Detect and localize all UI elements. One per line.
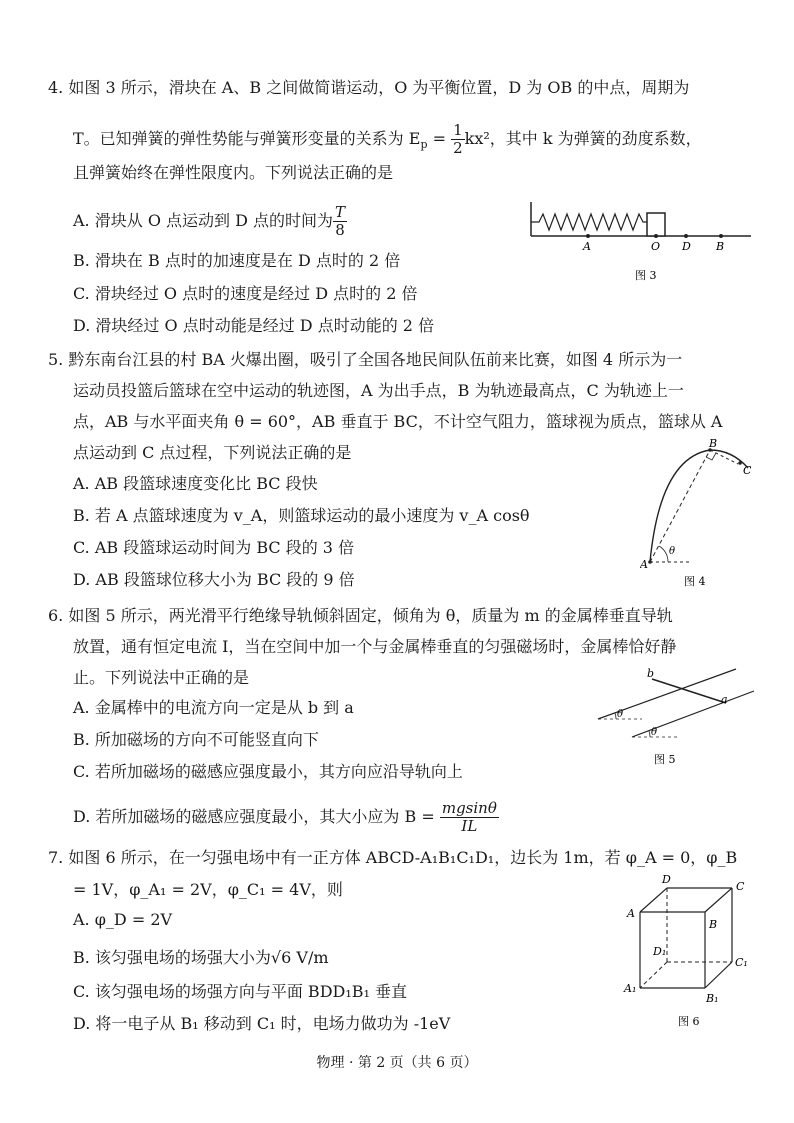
q6-line-1: 6. 如图 5 所示，两光滑平行绝缘导轨倾斜固定，倾角为 θ，质量为 m 的金属棒垂直导轨 <box>48 606 673 625</box>
q5-option-a: A. AB 段篮球速度变化比 BC 段快 <box>73 474 318 493</box>
q5-option-d: D. AB 段篮球位移大小为 BC 段的 9 倍 <box>73 570 355 589</box>
fig4-label-theta: θ <box>669 546 676 557</box>
q6-option-b: B. 所加磁场的方向不可能竖直向下 <box>73 730 319 749</box>
q4-line-3: 且弹簧始终在弹性限度内。下列说法正确的是 <box>73 163 394 182</box>
q7-option-c: C. 该匀强电场的场强方向与平面 BDD₁B₁ 垂直 <box>73 982 408 1001</box>
q5-line-1: 5. 黔东南台江县的村 BA 火爆出圈，吸引了全国各地民间队伍前来比赛，如图 4 所示为一 <box>48 350 683 369</box>
q6-line-3: 止。下列说法中正确的是 <box>73 668 250 687</box>
q5-option-c: C. AB 段篮球运动时间为 BC 段的 3 倍 <box>73 538 355 557</box>
fig5-label-a: a <box>721 693 728 706</box>
fig6-label-b1: B₁ <box>706 992 719 1005</box>
q4-fraction-half: $\frac{1}{2}$ <box>453 121 463 157</box>
q4-line-2-eq: = <box>427 129 452 148</box>
q5-line-3: 点，AB 与水平面夹角 θ = 60°，AB 垂直于 BC，不计空气阻力，篮球视为质点，篮球从 A <box>73 412 723 431</box>
q7-option-a: A. φ_D = 2V <box>73 910 173 929</box>
fig6-label-c1: C₁ <box>735 956 748 969</box>
q5-line-2: 运动员投篮后篮球在空中运动的轨迹图，A 为出手点，B 为轨迹最高点，C 为轨迹上一 <box>73 381 684 400</box>
q4-line-2-sub: p <box>420 138 428 152</box>
figure-5-inclined-rails <box>578 665 758 775</box>
fig3-caption: 图 3 <box>635 269 657 282</box>
q4-option-b: B. 滑块在 B 点时的加速度是在 D 点时的 2 倍 <box>73 251 401 270</box>
fig3-label-d: D <box>682 240 691 253</box>
q4-line-2-a: T。已知弹簧的弹性势能与弹簧形变量的关系为 E <box>73 129 421 148</box>
q4-option-d: D. 滑块经过 O 点时动能是经过 D 点时动能的 2 倍 <box>73 316 435 335</box>
q7-option-d: D. 将一电子从 B₁ 移动到 C₁ 时，电场力做功为 -1eV <box>73 1014 451 1033</box>
q7-line-2: = 1V，φ_A₁ = 2V，φ_C₁ = 4V，则 <box>73 880 343 899</box>
fig6-caption: 图 6 <box>678 1015 700 1028</box>
q7-line-1: 7. 如图 6 所示，在一匀强电场中有一正方体 ABCD-A₁B₁C₁D₁，边长为 1m，若 φ_A = 0，φ_B <box>48 848 738 867</box>
q5-option-b: B. 若 A 点篮球速度为 v_A，则篮球运动的最小速度为 v_A cosθ <box>73 506 530 525</box>
q6-option-a: A. 金属棒中的电流方向一定是从 b 到 a <box>73 698 354 717</box>
fig6-label-b: B <box>709 918 718 931</box>
q5-line-4: 点运动到 C 点过程，下列说法正确的是 <box>73 443 352 462</box>
fig6-label-d: D <box>662 873 671 886</box>
fig4-caption: 图 4 <box>684 575 706 588</box>
fig4-label-b: B <box>709 438 718 450</box>
fig6-label-c: C <box>736 880 745 893</box>
q4-option-c: C. 滑块经过 O 点时的速度是经过 D 点时的 2 倍 <box>73 284 418 303</box>
fig3-label-o: O <box>651 240 661 253</box>
fig4-label-c: C <box>743 464 752 477</box>
figure-3-spring-oscillator <box>525 200 755 300</box>
q4-option-a-text: A. 滑块从 O 点运动到 D 点的时间为 <box>73 211 334 230</box>
fig5-label-theta-2: θ <box>651 727 658 738</box>
q4-line-2-b: kx²，其中 k 为弹簧的劲度系数， <box>464 129 702 148</box>
fig6-label-a: A <box>627 907 635 920</box>
q6-option-d <box>73 800 499 835</box>
fig4-label-a: A <box>640 558 648 571</box>
q4-fraction-t8: $\frac{T}{8}$ <box>335 203 346 239</box>
q4-line-1: 4. 如图 3 所示，滑块在 A、B 之间做简谐运动，O 为平衡位置，D 为 OB 的中点，周期为 <box>48 78 690 97</box>
q6-line-2: 放置，通有恒定电流 I，当在空间中加一个与金属棒垂直的匀强磁场时，金属棒恰好静 <box>73 637 677 656</box>
fig6-label-a1: A₁ <box>624 982 637 995</box>
q4-option-a <box>73 204 347 239</box>
q4-line-2 <box>73 122 702 157</box>
fig5-label-theta-1: θ <box>617 709 624 720</box>
q6-option-c: C. 若所加磁场的磁感应强度最小，其方向应沿导轨向上 <box>73 762 463 781</box>
fig3-label-b: B <box>716 240 725 253</box>
page-footer: 物理 · 第 2 页（共 6 页） <box>316 1055 478 1071</box>
q6-option-d-text: D. 若所加磁场的磁感应强度最小，其大小应为 B = <box>73 807 440 826</box>
fig5-caption: 图 5 <box>654 753 676 766</box>
fig6-label-d1: D₁ <box>653 945 667 958</box>
fig3-label-a: A <box>583 240 591 253</box>
q7-option-b: B. 该匀强电场的场强大小为√6 V/m <box>73 948 329 967</box>
figure-6-cube <box>620 870 760 1030</box>
q6-fraction-b: $\frac{mgsin\theta}{IL}$ <box>441 799 497 835</box>
figure-4-basketball-trajectory <box>640 438 760 593</box>
fig5-label-b: b <box>647 667 655 680</box>
